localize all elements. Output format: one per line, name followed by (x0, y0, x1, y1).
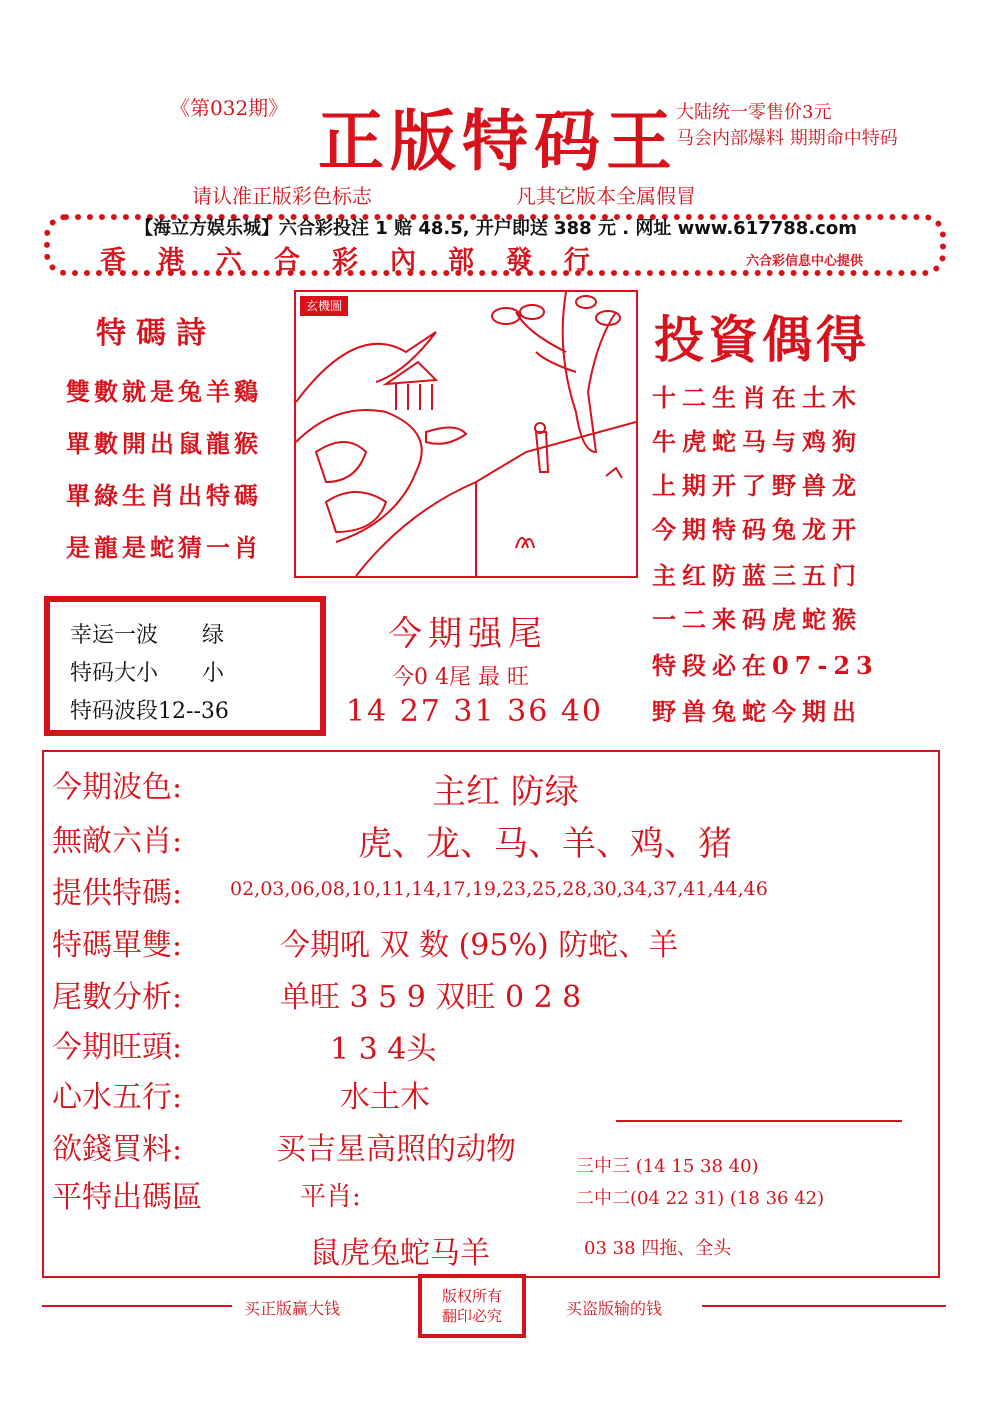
lucky-row (70, 618, 224, 649)
row-value: 1 3 4头 (330, 1032, 437, 1067)
divider (616, 1120, 902, 1122)
row-value: 主红 防绿 (432, 772, 579, 812)
row-value: 单旺 3 5 9 双旺 0 2 8 (280, 980, 582, 1015)
footer-line-left (42, 1305, 232, 1307)
row-label: 無敵六肖: (52, 824, 183, 859)
si-tuo: 03 38 四拖、全头 (584, 1238, 732, 1259)
copyright-box (418, 1274, 526, 1338)
lucky-value: 绿 (202, 623, 225, 648)
row-label: 心水五行: (52, 1080, 183, 1115)
invest-line: 特段必在07-23 (652, 651, 879, 680)
invest-line: 一二来码虎蛇猴 (652, 605, 862, 634)
copyright-line-2: 翻印必究 (441, 1307, 502, 1325)
row-value: 02,03,06,08,10,11,14,17,19,23,25,28,30,34,37,41,44,46 (230, 878, 768, 900)
banner-small: 六合彩信息中心提供 (746, 254, 864, 269)
poem-line: 雙數就是兔羊鷄 (66, 377, 262, 406)
lucky-label: 特码波段 (70, 699, 159, 724)
poem-line: 是龍是蛇猜一肖 (66, 533, 262, 562)
strong-tail-numbers: 14 27 31 36 40 (346, 694, 604, 729)
riddle-picture (294, 290, 638, 578)
auth-left: 请认准正版彩色标志 (192, 184, 372, 208)
auth-right: 凡其它版本全属假冒 (516, 184, 696, 208)
lucky-label: 特码大小 (70, 661, 159, 686)
copyright-line-1: 版权所有 (441, 1287, 502, 1305)
invest-line: 十二生肖在土木 (652, 383, 862, 412)
page-title: 正版特码王 (318, 102, 678, 180)
invest-line: 今期特码兔龙开 (652, 515, 862, 544)
invest-line: 上期开了野兽龙 (652, 471, 862, 500)
banner-main: 香港六合彩內部發行 (100, 246, 623, 276)
row-label: 尾數分析: (52, 980, 183, 1015)
row-label: 今期波色: (52, 770, 183, 805)
row-value: 买吉星高照的动物 (276, 1132, 516, 1167)
poem-line: 單數開出鼠龍猴 (66, 429, 262, 458)
lucky-value: 小 (202, 661, 225, 686)
row-value: 今期吼 双 数 (95%) 防蛇、羊 (280, 928, 679, 963)
san-zhong-san: 三中三 (14 15 38 40) (576, 1156, 759, 1177)
row-label: 特碼單雙: (52, 928, 183, 963)
er-zhong-er: 二中二(04 22 31) (18 36 42) (576, 1188, 825, 1209)
lucky-row (70, 656, 224, 687)
ad-line[interactable]: 【海立方娱乐城】六合彩投注 1 赔 48.5, 开户即送 388 元 . 网址 www.617788.com (135, 218, 857, 239)
row-value: 水土木 (340, 1080, 430, 1115)
issue-number: 《第032期》 (170, 96, 289, 120)
price-info (676, 100, 898, 152)
row-label: 平特出碼區 (52, 1180, 202, 1215)
strong-tail-sub: 今0 4尾 最 旺 (392, 665, 529, 690)
row-value: 平肖: (300, 1182, 361, 1212)
price-line-1: 大陆统一零售价3元 (676, 102, 832, 123)
poem-line: 單綠生肖出特碼 (66, 481, 262, 510)
pingxiao-value: 鼠虎兔蛇马羊 (310, 1236, 490, 1271)
row-value: 虎、龙、马、羊、鸡、猪 (358, 824, 732, 864)
poem-title: 特碼詩 (96, 316, 216, 351)
invest-title: 投資偶得 (654, 310, 870, 369)
invest-line: 牛虎蛇马与鸡狗 (652, 427, 862, 456)
lucky-row (70, 694, 229, 725)
landscape-illustration (296, 292, 636, 576)
row-label: 提供特碼: (52, 876, 183, 911)
footer-right: 买盗版输的钱 (566, 1299, 663, 1318)
invest-line: 主红防蓝三五门 (652, 561, 862, 590)
lucky-value: 12--36 (158, 699, 229, 724)
row-label: 欲錢買料: (52, 1132, 183, 1167)
footer-line-right (702, 1305, 946, 1307)
lucky-label: 幸运一波 (70, 623, 159, 648)
price-line-2: 马会内部爆料 期期命中特码 (676, 128, 898, 149)
footer-left: 买正版赢大钱 (244, 1299, 341, 1318)
invest-line: 野兽兔蛇今期出 (652, 697, 862, 726)
picture-tag: 玄機圖 (300, 296, 348, 316)
strong-tail-title: 今期强尾 (388, 614, 548, 654)
row-label: 今期旺頭: (52, 1030, 183, 1065)
